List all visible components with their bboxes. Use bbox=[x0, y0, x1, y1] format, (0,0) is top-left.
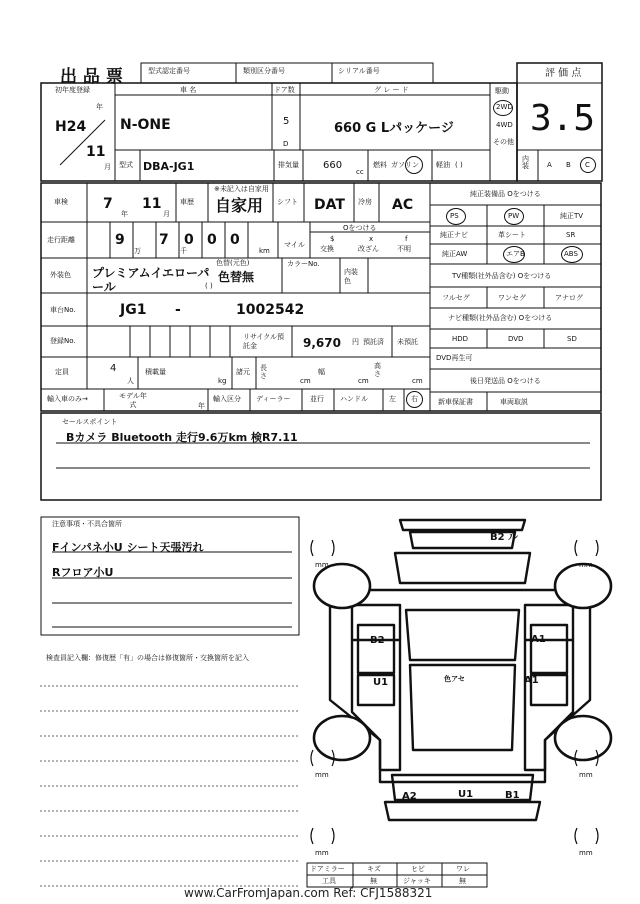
first-reg-label: 初年度登録 bbox=[55, 86, 90, 94]
tv-analog: アナログ bbox=[555, 294, 583, 302]
meter-tamper: 改ざん bbox=[358, 245, 379, 253]
legend-jack: ジャッキ bbox=[403, 877, 431, 885]
legend-val-1: 無 bbox=[370, 877, 377, 885]
interior-a: A bbox=[547, 161, 552, 169]
color-label: 外装色 bbox=[50, 271, 71, 279]
legend-row-2: 工具 bbox=[322, 877, 336, 885]
mark-bumper-b1: B1 bbox=[505, 790, 520, 801]
mileage-km-unit: km bbox=[259, 247, 270, 255]
color-change-value: 色替無 bbox=[218, 270, 255, 284]
ac-value: AC bbox=[392, 197, 414, 213]
class-label: 類別区分番号 bbox=[243, 67, 285, 75]
fuel-paren: ( ) bbox=[455, 161, 463, 169]
legend-scratch: キズ bbox=[367, 865, 381, 873]
equip-tv: 純正TV bbox=[560, 212, 584, 220]
reg-no-label: 登録No. bbox=[50, 337, 76, 345]
shaken-month: 11 bbox=[142, 196, 162, 212]
mm-unit-1: mm bbox=[315, 561, 329, 569]
color-no-label: カラーNo. bbox=[287, 260, 320, 268]
length-label: 長さ bbox=[260, 364, 267, 380]
serial-label: シリアル番号 bbox=[338, 67, 380, 75]
width-unit: cm bbox=[358, 377, 369, 385]
first-reg-month: 11 bbox=[86, 144, 106, 160]
car-name-label: 車 名 bbox=[180, 86, 197, 94]
navi-sd: SD bbox=[567, 335, 577, 343]
capacity-label: 定員 bbox=[55, 368, 69, 376]
interior-b: B bbox=[566, 161, 571, 169]
length-unit: cm bbox=[300, 377, 311, 385]
model-cert-label: 型式認定番号 bbox=[148, 67, 190, 75]
form-title: 出 品 票 bbox=[60, 67, 123, 87]
score-label: 評 価 点 bbox=[545, 68, 582, 79]
chassis-label: 車台No. bbox=[50, 306, 76, 314]
legend-row-1: ドアミラー bbox=[310, 865, 345, 873]
handle-right: 右 bbox=[411, 395, 418, 403]
fuel-label: 燃料 bbox=[373, 161, 387, 169]
doors-value: 5 bbox=[283, 116, 290, 127]
mileage-man-unit: 万 bbox=[134, 247, 141, 255]
later-warranty: 新車保証書 bbox=[438, 398, 473, 406]
chassis-number: 1002542 bbox=[236, 302, 305, 318]
grade-value: 660 G Lパッケージ bbox=[334, 121, 454, 136]
later-title: 後日発送品 Oをつける bbox=[470, 377, 541, 385]
mileage-sen-unit: 千 bbox=[180, 247, 187, 255]
shaken-month-unit: 月 bbox=[163, 210, 170, 218]
notes-line-1: Fインパネ小U シート天張汚れ bbox=[52, 541, 204, 554]
recycle-paid: 預託済 bbox=[363, 338, 384, 346]
drive-label: 駆動 bbox=[495, 87, 509, 95]
tv-one-seg: ワンセグ bbox=[498, 294, 526, 302]
later-manual: 車両取説 bbox=[500, 398, 528, 406]
mm-unit-2: mm bbox=[579, 561, 593, 569]
mm-unit-6: mm bbox=[579, 849, 593, 857]
interior-label: 内装 bbox=[522, 155, 529, 170]
car-name: N-ONE bbox=[120, 117, 171, 133]
color-value: プレミアムイエローパール bbox=[92, 266, 210, 294]
model-value: DBA-JG1 bbox=[143, 160, 195, 173]
shift-label: シフト bbox=[277, 198, 298, 206]
shift-value: DAT bbox=[314, 197, 345, 213]
year-suffix: 年 bbox=[96, 103, 103, 111]
meter-swap: 交換 bbox=[320, 245, 334, 253]
interior-color-label: 内装色 bbox=[344, 268, 358, 285]
mark-bumper-u1: U1 bbox=[458, 789, 474, 800]
sales-point-label: セールスポイント bbox=[62, 418, 118, 426]
ac-label: 冷房 bbox=[358, 198, 372, 206]
meter-sym-f: f bbox=[405, 235, 408, 243]
handle-left: 左 bbox=[389, 395, 396, 403]
model-year-label: モデル年式 bbox=[119, 392, 147, 409]
navi-hdd: HDD bbox=[452, 335, 469, 343]
navi-type-title: ナビ種類(社外品含む) Oをつける bbox=[448, 314, 553, 322]
score-value: 3.5 bbox=[530, 98, 596, 139]
inspector-label: 検査員記入欄：修復歴「有」の場合は修復箇所・交換箇所を記入 bbox=[46, 654, 249, 662]
meter-sym-x: x bbox=[369, 235, 374, 243]
mileage-digit-5: 0 bbox=[230, 232, 240, 248]
import-parallel: 並行 bbox=[310, 395, 324, 403]
mark-center: 色アセ bbox=[444, 675, 465, 683]
color-change-label: 色替(元色) bbox=[216, 259, 250, 267]
equip-aw: 純正AW bbox=[442, 250, 468, 258]
import-dealer: ディーラー bbox=[256, 395, 291, 403]
fuel-light: 軽油 bbox=[436, 161, 450, 169]
tv-type-title: TV種類(社外品含む) Oをつける bbox=[452, 272, 552, 280]
equip-leather: 革シート bbox=[498, 231, 526, 239]
load-label: 積載量 bbox=[145, 368, 166, 376]
genuine-title: 純正装備品 Oをつける bbox=[470, 190, 541, 198]
notes-line-2: Rフロア小U bbox=[52, 566, 114, 579]
displacement-value: 660 bbox=[323, 160, 343, 171]
drive-4wd: 4WD bbox=[496, 121, 513, 129]
fuel-selected-circle bbox=[405, 156, 423, 174]
recycle-label: リサイクル預託金 bbox=[243, 333, 285, 350]
tv-full-seg: フルセグ bbox=[442, 294, 470, 302]
sales-point-text: Bカメラ Bluetooth 走行9.6万km 検R7.11 bbox=[66, 431, 298, 444]
usage-note: ※未記入は自家用 bbox=[214, 185, 269, 193]
grade-label: グ レ ー ド bbox=[374, 86, 409, 94]
meter-unknown: 不明 bbox=[397, 245, 411, 253]
equip-airbag: エアB bbox=[506, 250, 525, 258]
mile-label: マイル bbox=[284, 241, 305, 249]
fuel-gas: ガソリン bbox=[391, 161, 419, 169]
recycle-unit: 円 bbox=[352, 338, 359, 346]
equip-ps: PS bbox=[450, 212, 459, 220]
equip-abs: ABS bbox=[564, 250, 578, 258]
first-reg-year: H24 bbox=[55, 119, 87, 135]
mark-right-rear: A1 bbox=[531, 634, 546, 645]
dvd-player: DVD再生可 bbox=[436, 354, 473, 362]
import-cat-label: 輸入区分 bbox=[213, 395, 241, 403]
mm-unit-3: mm bbox=[315, 771, 329, 779]
shaken-label: 車検 bbox=[54, 198, 68, 206]
dims-label: 諸元 bbox=[236, 368, 250, 376]
mark-left-rear: B2 bbox=[370, 635, 385, 646]
chassis-dash: - bbox=[175, 302, 181, 318]
import-label: 輸入車のみ→ bbox=[47, 395, 88, 403]
model-year-unit: 年 bbox=[198, 402, 205, 410]
capacity-unit: 人 bbox=[127, 377, 134, 385]
legend-crack: ワレ bbox=[456, 865, 470, 873]
doors-label: ドア数 bbox=[274, 86, 295, 94]
handle-label: ハンドル bbox=[340, 395, 368, 403]
doors-unit: D bbox=[283, 140, 289, 148]
shaken-year: 7 bbox=[103, 196, 113, 212]
equip-sr: SR bbox=[566, 231, 576, 239]
equip-pw: PW bbox=[508, 212, 520, 220]
legend-dent: ヒビ bbox=[411, 865, 425, 873]
height-unit: cm bbox=[412, 377, 423, 385]
recycle-amount: 9,670 bbox=[303, 336, 341, 350]
mileage-digit-3: 0 bbox=[184, 232, 194, 248]
displacement-label: 排気量 bbox=[278, 161, 299, 169]
displacement-unit: cc bbox=[356, 168, 364, 176]
usage-label: 車歴 bbox=[180, 198, 194, 206]
equip-navi: 純正ナビ bbox=[440, 231, 468, 239]
meter-sym-dollar: $ bbox=[330, 235, 335, 243]
mm-unit-4: mm bbox=[579, 771, 593, 779]
mark-left-front: U1 bbox=[373, 677, 389, 688]
mark-right-front: A1 bbox=[524, 675, 539, 686]
recycle-unpaid: 未預託 bbox=[397, 338, 418, 346]
width-label: 幅 bbox=[318, 368, 325, 376]
mileage-digit-4: 0 bbox=[207, 232, 217, 248]
interior-c: C bbox=[585, 161, 590, 169]
drive-2wd: 2WD bbox=[496, 103, 513, 111]
mark-roof-rear: B2 ル bbox=[490, 532, 519, 543]
usage-value: 自家用 bbox=[215, 196, 264, 215]
chassis-prefix: JG1 bbox=[120, 302, 147, 318]
load-unit: kg bbox=[218, 377, 227, 385]
month-suffix: 月 bbox=[104, 163, 111, 171]
legend-val-3: 無 bbox=[459, 877, 466, 885]
mileage-digit-2: 7 bbox=[159, 232, 169, 248]
mileage-label: 走行距離 bbox=[47, 236, 75, 244]
navi-dvd: DVD bbox=[508, 335, 524, 343]
notes-label: 注意事項・不具合箇所 bbox=[52, 520, 122, 528]
drive-other: その他 bbox=[493, 138, 514, 146]
shaken-year-unit: 年 bbox=[121, 210, 128, 218]
mm-unit-5: mm bbox=[315, 849, 329, 857]
mark-bumper-a2: A2 bbox=[402, 791, 417, 802]
height-label: 高さ bbox=[374, 362, 381, 378]
watermark: www.CarFromJapan.com Ref: CFJ1588321 bbox=[184, 886, 433, 900]
meter-circle-note: Oをつける bbox=[343, 224, 377, 232]
model-label: 型式 bbox=[119, 161, 133, 169]
color-change-paren: ( ) bbox=[205, 282, 213, 290]
mileage-digit-1: 9 bbox=[115, 232, 125, 248]
capacity-value: 4 bbox=[110, 363, 117, 374]
